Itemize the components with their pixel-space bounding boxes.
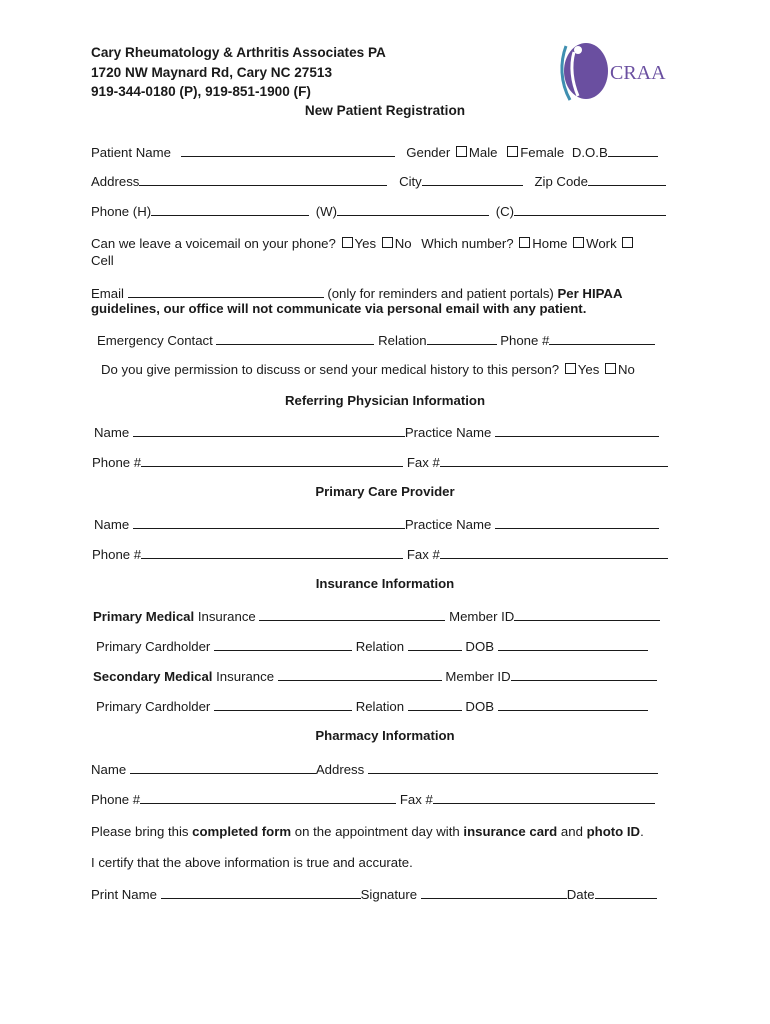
voicemail-yes-label: Yes — [354, 236, 377, 251]
permission-no-checkbox[interactable] — [605, 363, 616, 374]
cell-checkbox[interactable] — [622, 237, 633, 248]
referring-name-row — [94, 424, 680, 441]
referring-fax-label: Fax # — [406, 455, 440, 470]
pharmacy-title: Pharmacy Information — [315, 728, 455, 743]
secondary-insurance-label-bold: Secondary Medical — [93, 669, 213, 684]
bring-bold-3: photo ID — [586, 824, 641, 839]
hipaa-note-1: Per HIPAA — [557, 286, 623, 301]
date-field[interactable] — [595, 886, 657, 899]
pcp-fax-label: Fax # — [406, 547, 440, 562]
dob-field[interactable] — [608, 144, 658, 157]
pharmacy-fax-field[interactable] — [433, 791, 655, 804]
female-checkbox[interactable] — [507, 146, 518, 157]
primary-insurance-field[interactable] — [259, 608, 445, 621]
voicemail-row — [91, 236, 680, 252]
referring-name-label: Name — [94, 425, 130, 440]
primary-member-id-label: Member ID — [449, 609, 515, 624]
cell-label: Cell — [91, 253, 114, 268]
pharmacy-address-field[interactable] — [368, 761, 658, 774]
primary-cardholder-field[interactable] — [214, 638, 352, 651]
secondary-relation-field[interactable] — [408, 698, 462, 711]
permission-yes-label: Yes — [577, 362, 600, 377]
female-label: Female — [520, 145, 565, 160]
permission-question: Do you give permission to discuss or send your medical history to this person? — [101, 362, 560, 377]
secondary-insurance-row — [93, 668, 680, 685]
secondary-insurance-field[interactable] — [278, 668, 442, 681]
email-row — [91, 285, 680, 302]
pharmacy-address-label: Address — [315, 762, 365, 777]
email-note: (only for reminders and patient portals) — [327, 286, 554, 301]
voicemail-no-label: No — [394, 236, 412, 251]
email-label: Email — [91, 286, 124, 301]
patient-name-row — [91, 144, 680, 161]
secondary-insurance-label: Insurance — [216, 669, 275, 684]
referring-title: Referring Physician Information — [284, 393, 486, 408]
primary-relation-label: Relation — [355, 639, 405, 654]
pharmacy-phone-row — [91, 791, 680, 808]
referring-phone-label: Phone # — [92, 455, 142, 470]
logo-text: CRAA — [610, 62, 666, 84]
signature-label: Signature — [360, 887, 418, 902]
address-field[interactable] — [139, 173, 387, 186]
secondary-member-id-field[interactable] — [511, 668, 657, 681]
zip-label: Zip Code — [534, 174, 588, 189]
bring-note — [91, 824, 680, 840]
emergency-relation-field[interactable] — [427, 332, 497, 345]
male-label: Male — [468, 145, 498, 160]
which-number-label: Which number? — [421, 236, 514, 251]
secondary-member-id-label: Member ID — [445, 669, 511, 684]
pharmacy-name-label: Name — [91, 762, 127, 777]
form-title: New Patient Registration — [304, 103, 466, 118]
work-label: Work — [586, 236, 617, 251]
bring-text-4: . — [640, 824, 644, 839]
voicemail-question: Can we leave a voicemail on your phone? — [91, 236, 336, 251]
work-checkbox[interactable] — [573, 237, 584, 248]
emergency-phone-field[interactable] — [549, 332, 655, 345]
emergency-relation-label: Relation — [378, 333, 427, 348]
emergency-row — [97, 332, 680, 349]
primary-cardholder-label: Primary Cardholder — [96, 639, 211, 654]
dob-label: D.O.B — [571, 145, 608, 160]
primary-insurance-row — [93, 608, 680, 625]
city-label: City — [399, 174, 422, 189]
referring-practice-field[interactable] — [495, 424, 659, 437]
voicemail-no-checkbox[interactable] — [382, 237, 393, 248]
pcp-phone-field[interactable] — [141, 546, 403, 559]
city-field[interactable] — [422, 173, 523, 186]
practice-phones: 919-344-0180 (P), 919-851-1900 (F) — [91, 84, 311, 99]
phone-work-label: (W) — [315, 204, 338, 219]
zip-field[interactable] — [588, 173, 666, 186]
pharmacy-phone-label: Phone # — [91, 792, 141, 807]
address-label: Address — [91, 174, 140, 189]
bring-text-1: Please bring this — [91, 824, 189, 839]
signature-row — [91, 886, 680, 903]
date-label: Date — [566, 887, 595, 902]
primary-relation-field[interactable] — [408, 638, 462, 651]
patient-name-label: Patient Name — [91, 145, 171, 160]
pcp-practice-field[interactable] — [495, 516, 659, 529]
signature-field[interactable] — [421, 886, 567, 899]
pcp-fax-field[interactable] — [440, 546, 668, 559]
bring-text-2: on the appointment day with — [294, 824, 460, 839]
voicemail-yes-checkbox[interactable] — [342, 237, 353, 248]
phone-row — [91, 203, 680, 220]
pharmacy-name-row — [91, 761, 680, 778]
referring-fax-field[interactable] — [440, 454, 668, 467]
emergency-field[interactable] — [216, 332, 374, 345]
print-name-field[interactable] — [161, 886, 361, 899]
referring-phone-row — [92, 454, 680, 471]
address-row — [91, 173, 680, 190]
pharmacy-phone-field[interactable] — [140, 791, 396, 804]
pcp-phone-label: Phone # — [92, 547, 142, 562]
practice-name: Cary Rheumatology & Arthritis Associates PA — [91, 45, 386, 60]
gender-label: Gender — [406, 145, 451, 160]
craa-logo — [556, 38, 666, 104]
pcp-name-field[interactable] — [133, 516, 405, 529]
emergency-phone-label: Phone # — [500, 333, 550, 348]
pcp-title: Primary Care Provider — [315, 484, 455, 499]
pcp-name-row — [94, 516, 680, 533]
craa-logo-icon — [556, 38, 666, 104]
pharmacy-name-field[interactable] — [130, 761, 316, 774]
referring-name-field[interactable] — [133, 424, 405, 437]
bring-bold-1: completed form — [192, 824, 292, 839]
referring-practice-label: Practice Name — [404, 425, 492, 440]
permission-row — [101, 362, 680, 378]
secondary-cardholder-field[interactable] — [214, 698, 352, 711]
hipaa-note-2: guidelines, our office will not communicate via personal email with any patient. — [91, 301, 587, 316]
primary-dob-label: DOB — [465, 639, 494, 654]
phone-cell-label: (C) — [495, 204, 514, 219]
secondary-dob-field[interactable] — [498, 698, 648, 711]
bring-bold-2: insurance card — [463, 824, 558, 839]
certify-note: I certify that the above information is true and accurate. — [91, 855, 413, 870]
pcp-phone-row — [92, 546, 680, 563]
primary-member-id-field[interactable] — [514, 608, 660, 621]
referring-phone-field[interactable] — [141, 454, 403, 467]
home-checkbox[interactable] — [519, 237, 530, 248]
emergency-label: Emergency Contact — [97, 333, 213, 348]
print-name-label: Print Name — [91, 887, 157, 902]
phone-work-field[interactable] — [337, 203, 489, 216]
permission-no-label: No — [617, 362, 635, 377]
bring-text-3: and — [560, 824, 583, 839]
primary-cardholder-row — [96, 638, 680, 655]
pcp-practice-label: Practice Name — [404, 517, 492, 532]
secondary-dob-label: DOB — [465, 699, 494, 714]
primary-insurance-label: Insurance — [197, 609, 256, 624]
pharmacy-fax-label: Fax # — [399, 792, 433, 807]
primary-dob-field[interactable] — [498, 638, 648, 651]
permission-yes-checkbox[interactable] — [565, 363, 576, 374]
secondary-relation-label: Relation — [355, 699, 405, 714]
secondary-cardholder-row — [96, 698, 680, 715]
email-field[interactable] — [128, 285, 324, 298]
secondary-cardholder-label: Primary Cardholder — [96, 699, 211, 714]
pcp-name-label: Name — [94, 517, 130, 532]
patient-name-field[interactable] — [181, 144, 395, 157]
phone-home-field[interactable] — [151, 203, 309, 216]
insurance-title: Insurance Information — [315, 576, 455, 591]
phone-home-label: Phone (H) — [91, 204, 152, 219]
home-label: Home — [532, 236, 568, 251]
primary-insurance-label-bold: Primary Medical — [93, 609, 195, 624]
phone-cell-field[interactable] — [514, 203, 666, 216]
male-checkbox[interactable] — [456, 146, 467, 157]
practice-address: 1720 NW Maynard Rd, Cary NC 27513 — [91, 65, 333, 80]
